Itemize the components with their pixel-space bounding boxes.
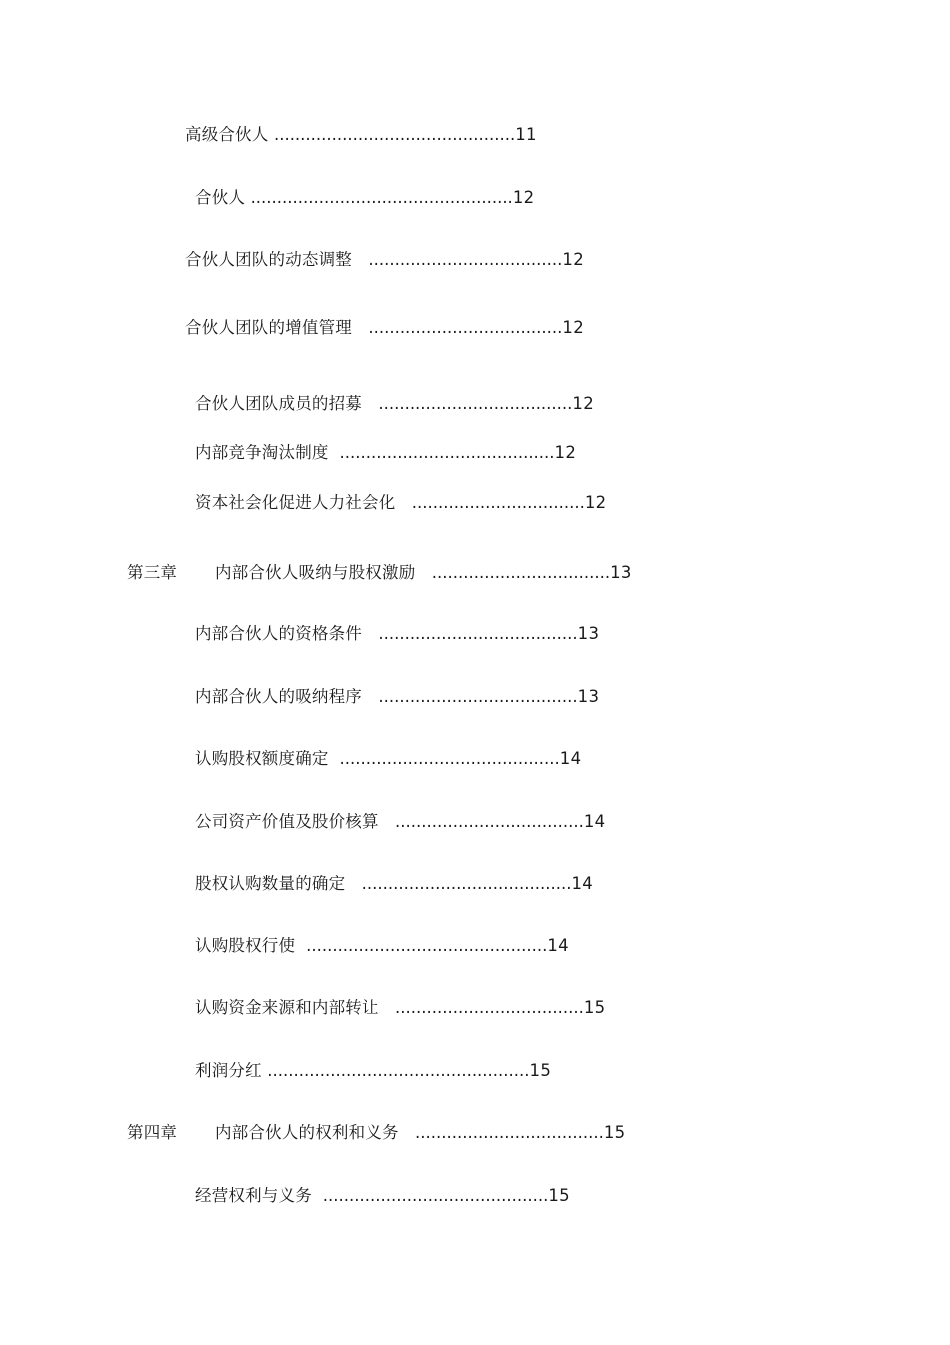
- toc-entry-spacing: [329, 748, 340, 770]
- toc-entry: [195, 748, 581, 770]
- toc-page-number: 14: [571, 874, 594, 893]
- toc-chapter-entry: [127, 1122, 625, 1144]
- toc-page-number: 13: [577, 687, 600, 706]
- toc-page-number: 15: [548, 1186, 570, 1205]
- toc-page-number: 15: [603, 1123, 626, 1142]
- toc-leader-dots: .................................: [411, 493, 585, 512]
- toc-leader-dots: .....................................: [368, 318, 563, 337]
- toc-entry-title: 认购资金来源和内部转让: [195, 998, 379, 1017]
- toc-entry-spacing: [312, 1185, 323, 1207]
- toc-leader-dots: .....................................: [368, 250, 563, 269]
- toc-entry-spacing: [352, 317, 368, 339]
- toc-entry: [195, 187, 534, 209]
- toc-leader-dots: ......................................: [378, 687, 578, 706]
- toc-entry-title: 股权认购数量的确定: [195, 874, 346, 893]
- toc-leader-dots: ......................................: [378, 624, 578, 643]
- toc-entry: [185, 249, 584, 271]
- toc-entry-spacing: [345, 873, 361, 895]
- toc-entry-title: 合伙人团队的动态调整: [185, 250, 352, 269]
- toc-entry-title: 内部合伙人的吸纳程序: [195, 687, 362, 706]
- toc-entry: [195, 811, 605, 833]
- toc-entry: [195, 1185, 570, 1207]
- toc-entry-spacing: [295, 935, 306, 957]
- toc-leader-dots: ..............................................: [306, 936, 548, 955]
- toc-entry: [195, 873, 593, 895]
- toc-entry: [185, 317, 584, 339]
- toc-page-number: 11: [515, 125, 537, 144]
- toc-entry-spacing: [415, 562, 431, 584]
- toc-page-number: 13: [610, 563, 632, 582]
- toc-entry-spacing: [362, 686, 378, 708]
- toc-leader-dots: ..................................................: [267, 1061, 530, 1080]
- toc-entry: [195, 623, 599, 645]
- toc-entry: [195, 686, 599, 708]
- toc-leader-dots: ..........................................: [339, 749, 560, 768]
- toc-entry-title: 合伙人团队的增值管理: [185, 318, 352, 337]
- toc-page-number: 14: [583, 812, 606, 831]
- toc-page-number: 12: [584, 493, 607, 512]
- toc-page-number: 14: [547, 936, 569, 955]
- toc-leader-dots: ....................................: [415, 1123, 604, 1142]
- toc-entry-spacing: [352, 249, 368, 271]
- toc-entry-title: 公司资产价值及股价核算: [195, 812, 379, 831]
- toc-leader-dots: ..................................: [431, 563, 611, 582]
- toc-page-number: 12: [562, 318, 585, 337]
- toc-leader-dots: ..................................................: [250, 188, 513, 207]
- toc-page-number: 13: [577, 624, 600, 643]
- toc-entry-title: 认购股权行使: [195, 936, 296, 955]
- toc-page-number: 15: [529, 1061, 552, 1080]
- toc-entry-title: 经营权利与义务: [195, 1186, 312, 1205]
- toc-leader-dots: ....................................: [395, 812, 584, 831]
- toc-chapter-number: 第三章: [127, 563, 178, 582]
- toc-entry: [195, 935, 569, 957]
- toc-leader-dots: ........................................: [361, 874, 572, 893]
- toc-entry-title: 内部竞争淘汰制度: [195, 443, 329, 462]
- toc-entry-spacing: [362, 393, 378, 415]
- toc-entry: [195, 442, 576, 464]
- toc-leader-dots: ..............................................: [273, 125, 516, 144]
- toc-entry-spacing: [395, 492, 411, 514]
- toc-entry-title: 内部合伙人的权利和义务: [215, 1123, 399, 1142]
- toc-page-number: 12: [554, 443, 577, 462]
- toc-leader-dots: .....................................: [378, 394, 573, 413]
- toc-entry-spacing: [379, 811, 395, 833]
- toc-entry-title: 高级合伙人: [185, 125, 269, 144]
- toc-entry-spacing: [329, 442, 340, 464]
- toc-entry-title: 资本社会化促进人力社会化: [195, 493, 396, 512]
- toc-page-number: 15: [583, 998, 606, 1017]
- toc-entry: [195, 492, 606, 514]
- toc-page-number: 12: [562, 250, 585, 269]
- toc-leader-dots: ...........................................: [322, 1186, 549, 1205]
- toc-chapter-number: 第四章: [127, 1123, 178, 1142]
- toc-entry-spacing: [399, 1122, 415, 1144]
- toc-chapter-entry: [127, 562, 632, 584]
- toc-entry-title: 认购股权额度确定: [195, 749, 329, 768]
- toc-entry-title: 利润分红: [195, 1061, 262, 1080]
- toc-page-number: 12: [512, 188, 535, 207]
- toc-entry-title: 内部合伙人的资格条件: [195, 624, 362, 643]
- toc-entry: [195, 1060, 551, 1082]
- toc-entry-spacing: [362, 623, 378, 645]
- toc-page-number: 12: [572, 394, 595, 413]
- toc-entry-title: 内部合伙人吸纳与股权激励: [215, 563, 416, 582]
- toc-page-number: 14: [559, 749, 582, 768]
- toc-entry: [195, 393, 594, 415]
- toc-entry: [195, 997, 605, 1019]
- toc-entry-title: 合伙人: [195, 188, 246, 207]
- toc-leader-dots: ....................................: [395, 998, 584, 1017]
- toc-leader-dots: .........................................: [339, 443, 555, 462]
- toc-entry-spacing: [379, 997, 395, 1019]
- toc-entry: [185, 124, 537, 146]
- toc-entry-title: 合伙人团队成员的招募: [195, 394, 362, 413]
